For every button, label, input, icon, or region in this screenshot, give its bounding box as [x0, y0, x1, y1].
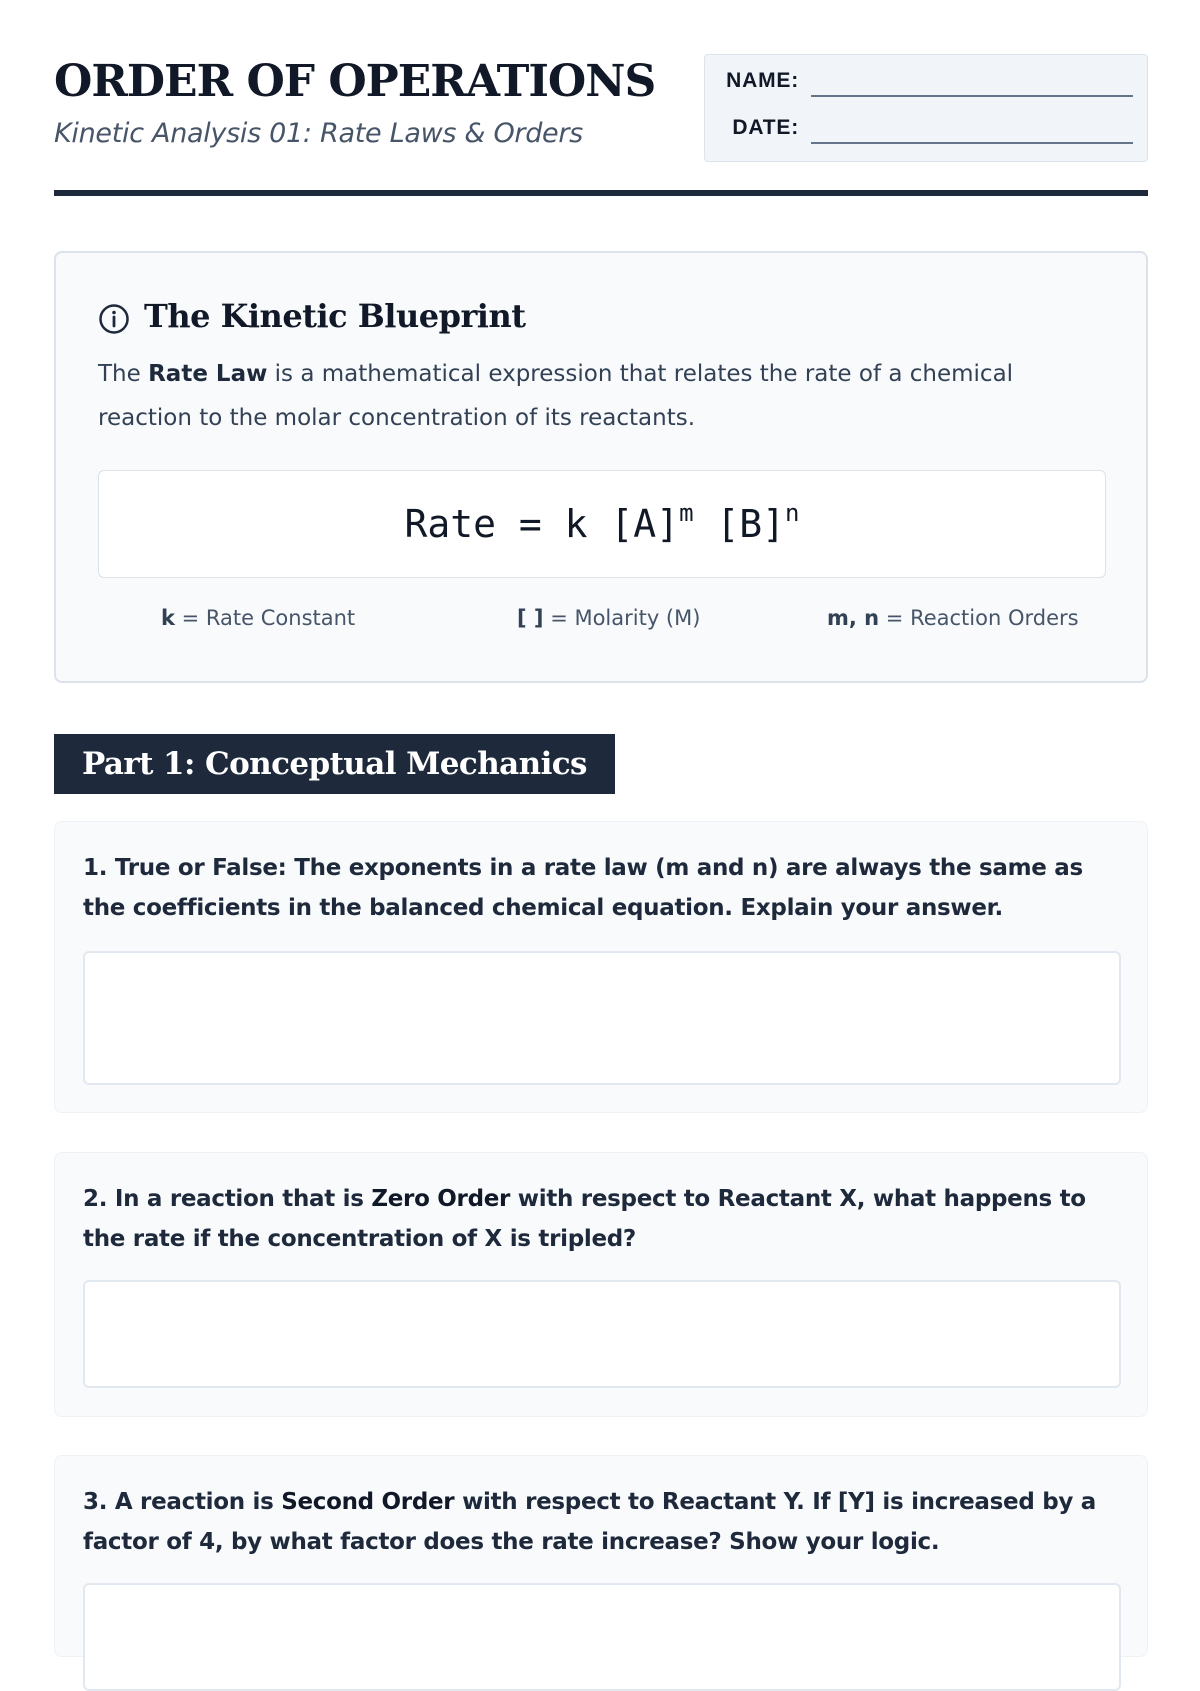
legend-text: = Rate Constant [174, 606, 356, 630]
worksheet-header [54, 52, 1148, 162]
description-suffix: is a mathematical expression that relates the rate of a chemical reaction to the molar concentration of its reactants. [98, 361, 1014, 431]
legend-item-rate-constant [161, 606, 355, 630]
answer-box-2[interactable] [83, 1280, 1121, 1388]
question-suffix: with respect to Reactant Y. If [Y] is increased by a factor of 4, by what factor does the rate increase? Show your logic. [83, 1489, 1096, 1555]
date-field-row [719, 114, 1133, 146]
legend-item-reaction-orders [827, 606, 1079, 630]
question-emphasis: Second Order [281, 1489, 455, 1515]
legend-symbol: m, n [827, 606, 880, 630]
blueprint-title: The Kinetic Blueprint [144, 297, 526, 335]
legend-item-molarity [517, 606, 700, 630]
formula-lhs: Rate = k [A] [404, 502, 680, 546]
blueprint-description [98, 352, 1098, 440]
question-emphasis: Zero Order [371, 1186, 511, 1212]
formula-legend [56, 606, 1146, 636]
rate-law-formula [98, 470, 1106, 578]
name-field[interactable] [811, 94, 1133, 97]
page-subtitle: Kinetic Analysis 01: Rate Laws & Orders [54, 118, 583, 149]
description-prefix: The [98, 361, 149, 387]
question-card-3 [54, 1455, 1148, 1657]
question-text-1 [83, 848, 1108, 928]
rate-law-term: Rate Law [148, 361, 268, 387]
info-circle-icon [98, 303, 130, 335]
question-text-2 [83, 1179, 1108, 1259]
exponent-n: n [785, 499, 800, 527]
answer-box-3[interactable] [83, 1583, 1121, 1691]
name-date-box [704, 54, 1148, 162]
question-prefix: 2. In a reaction that is [83, 1186, 372, 1212]
question-suffix: with respect to Reactant X, what happens to the rate if the concentration of X is tripled? [83, 1186, 1086, 1252]
legend-text: = Reaction Orders [879, 606, 1079, 630]
header-divider [54, 190, 1148, 196]
name-label: NAME: [726, 69, 799, 92]
page-title: ORDER OF OPERATIONS [54, 56, 656, 107]
exponent-m: m [679, 499, 694, 527]
question-text-3 [83, 1482, 1108, 1562]
date-label: DATE: [732, 116, 799, 139]
question-prefix: 3. A reaction is [83, 1489, 282, 1515]
name-field-row [719, 67, 1133, 99]
section-heading-part-1: Part 1: Conceptual Mechanics [54, 734, 615, 794]
question-prefix: 1. True or False: The exponents in a rate law (m and n) are always the same as the coefficients in the balanced chemical equation. Explain your answer. [83, 855, 1083, 921]
legend-symbol: [ ] [517, 606, 544, 630]
kinetic-blueprint-card [54, 251, 1148, 683]
question-card-2 [54, 1152, 1148, 1417]
formula-middle: [B] [693, 502, 786, 546]
answer-box-1[interactable] [83, 951, 1121, 1085]
date-field[interactable] [811, 141, 1133, 144]
legend-text: = Molarity (M) [543, 606, 701, 630]
legend-symbol: k [161, 606, 175, 630]
question-card-1 [54, 821, 1148, 1113]
